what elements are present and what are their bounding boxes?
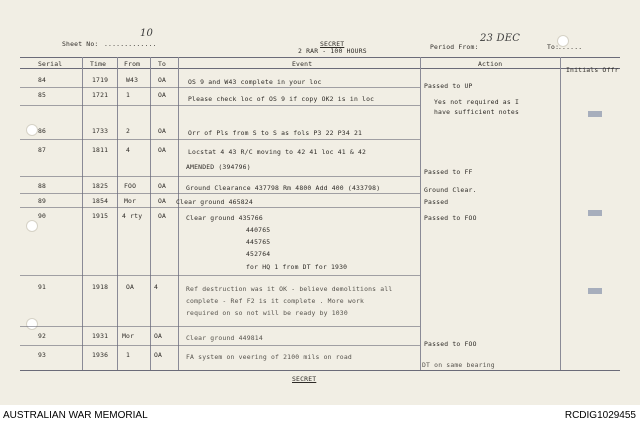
row-rule	[20, 326, 420, 327]
row-time: 1719	[92, 76, 109, 84]
row-rule	[20, 193, 420, 194]
row-action: Passed to FOO	[424, 340, 477, 348]
period-to-label: To:	[547, 43, 560, 51]
sheet-number-dots: .............	[104, 40, 157, 48]
row-action: Passed to FF	[424, 168, 473, 176]
row-action: DT on same bearing	[422, 361, 495, 369]
row-event-cont: 440765	[246, 226, 271, 234]
row-event: FA system on veering of 2100 mils on road	[186, 353, 352, 361]
sheet-number-label: Sheet No:	[62, 40, 99, 48]
row-serial: 93	[38, 351, 47, 359]
row-event: Orr of Pls from S to S as fols P3 22 P34 21	[188, 129, 363, 137]
row-to: OA	[158, 182, 167, 190]
row-time: 1931	[92, 332, 109, 340]
row-serial: 89	[38, 197, 47, 205]
row-event: Clear ground 449814	[186, 334, 263, 342]
row-event: Clear ground 435766	[186, 214, 263, 222]
row-action: Passed to UP	[424, 82, 473, 90]
archive-reference: RCDIG1029455	[564, 410, 636, 421]
row-time: 1733	[92, 127, 109, 135]
row-event: Clear ground 465824	[176, 198, 253, 206]
row-action: Passed	[424, 198, 449, 206]
row-rule	[20, 139, 420, 140]
row-action: Ground Clear.	[424, 186, 477, 194]
row-event: Please check loc of OS 9 if copy OK2 is in loc	[188, 95, 375, 103]
row-action-cont: have sufficient notes	[434, 108, 519, 116]
row-event: Ref destruction was it OK - believe demolitions all	[186, 285, 393, 293]
row-from: Mor	[124, 197, 137, 205]
row-serial: 90	[38, 212, 47, 220]
column-divider	[117, 57, 118, 370]
row-from: 4	[126, 146, 131, 154]
column-divider	[82, 57, 83, 370]
row-rule	[20, 207, 420, 208]
column-header-serial: Serial	[38, 60, 63, 68]
row-rule	[20, 345, 420, 346]
row-serial: 85	[38, 91, 47, 99]
row-time: 1915	[92, 212, 109, 220]
row-to: OA	[158, 197, 167, 205]
period-from-value: 23 DEC	[480, 33, 521, 44]
column-header-from: From	[124, 60, 141, 68]
table-top-rule	[20, 57, 620, 58]
row-from: Mor	[122, 332, 135, 340]
punch-hole	[26, 220, 38, 232]
row-from: 2	[126, 127, 131, 135]
row-to: OA	[154, 351, 163, 359]
table-bottom-rule	[20, 370, 620, 371]
column-divider	[150, 57, 151, 370]
margin-mark	[588, 111, 602, 117]
row-event-cont: 452764	[246, 250, 271, 258]
row-serial: 86	[38, 127, 47, 135]
row-from: 4 rty	[122, 212, 143, 220]
row-event: OS 9 and W43 complete in your loc	[188, 78, 322, 86]
punch-hole	[26, 124, 38, 136]
row-from: 1	[126, 91, 131, 99]
row-time: 1854	[92, 197, 109, 205]
row-event: Locstat 4 43 R/C moving to 42 41 loc 41 & 42	[188, 148, 367, 156]
row-to: OA	[158, 212, 167, 220]
row-to: OA	[158, 146, 167, 154]
row-rule	[20, 176, 420, 177]
row-event-cont: for HQ 1 from DT for 1930	[246, 263, 348, 271]
unit-line1: SECRET	[320, 40, 345, 48]
row-rule	[20, 275, 420, 276]
margin-mark	[588, 288, 602, 294]
row-serial: 91	[38, 283, 47, 291]
punch-hole	[26, 318, 38, 330]
row-from: FOO	[124, 182, 137, 190]
row-action: Passed to FOO	[424, 214, 477, 222]
row-serial: 88	[38, 182, 47, 190]
row-serial: 92	[38, 332, 47, 340]
row-event-cont: required on so not will be ready by 1030	[186, 309, 348, 317]
column-divider	[420, 57, 421, 370]
row-time: 1825	[92, 182, 109, 190]
row-to: OA	[154, 332, 163, 340]
table-header-rule	[20, 68, 620, 69]
unit-line2: 2 RAR - 100 HOURS	[298, 47, 367, 55]
row-time: 1918	[92, 283, 109, 291]
margin-mark	[588, 210, 602, 216]
row-event-cont: 445765	[246, 238, 271, 246]
row-to: OA	[158, 76, 167, 84]
period-to-dots: ......	[558, 43, 583, 51]
row-from: 1	[126, 351, 131, 359]
column-divider	[178, 57, 179, 370]
column-divider	[560, 57, 561, 370]
row-from: OA	[126, 283, 135, 291]
row-time: 1811	[92, 146, 109, 154]
row-to: OA	[158, 127, 167, 135]
row-time: 1721	[92, 91, 109, 99]
archive-credit: AUSTRALIAN WAR MEMORIAL	[3, 410, 148, 421]
row-event-cont: AMENDED (394796)	[186, 163, 251, 171]
row-action: Yes not required as I	[434, 98, 519, 106]
sheet-number-value: 10	[140, 28, 154, 39]
row-event: Ground Clearance 437798 Rm 4800 Add 400 (433798)	[186, 184, 381, 192]
column-header-time: Time	[90, 60, 107, 68]
column-header-initials: Initials Offr	[566, 66, 619, 74]
row-serial: 87	[38, 146, 47, 154]
row-event-cont: complete - Ref F2 is it complete . More work	[186, 297, 365, 305]
row-serial: 84	[38, 76, 47, 84]
row-rule	[20, 105, 420, 106]
row-to: OA	[158, 91, 167, 99]
column-header-to: To	[158, 60, 167, 68]
bottom-classification: SECRET	[292, 375, 317, 383]
period-from-label: Period From:	[430, 43, 479, 51]
row-to: 4	[154, 283, 159, 291]
column-header-event: Event	[292, 60, 313, 68]
row-time: 1936	[92, 351, 109, 359]
row-from: W43	[126, 76, 139, 84]
row-rule	[20, 87, 420, 88]
column-header-action: Action	[478, 60, 503, 68]
